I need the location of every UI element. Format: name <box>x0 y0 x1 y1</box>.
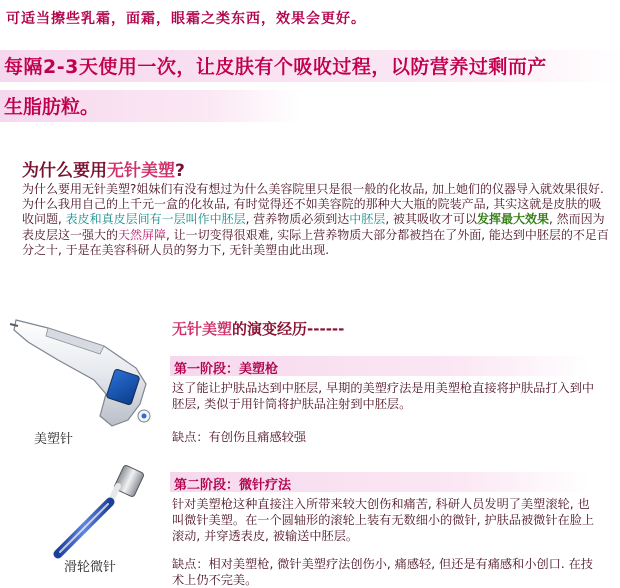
why-text-bold: 发挥最大效果 <box>476 212 549 227</box>
mesotherapy-gun-image <box>8 308 168 436</box>
gun-caption: 美塑针 <box>34 432 74 447</box>
why-text-mesoderm: 中胚层 <box>349 212 386 227</box>
why-text-5: , 让一切变得很艰难, 实际上营养物质大部分都被挡在了外面, 能达到中胚层的不足百分之十, 于是在美容科研人员的努力下, 无针美塑由此出现. <box>22 227 609 257</box>
evolution-title-b: 的演变经历------ <box>232 320 345 338</box>
why-heading-a: 为什么要用 <box>22 161 107 181</box>
intro-line-1: 可适当擦些乳霜，面霜，眼霜之类东西，效果会更好。 <box>6 11 366 27</box>
why-text-teal: 表皮和真皮层间有一层叫作中胚层 <box>65 212 246 227</box>
why-heading-b: 无针美塑 <box>107 161 175 181</box>
evolution-title-a: 无针美塑 <box>172 320 233 338</box>
why-heading <box>22 156 185 181</box>
stage-1-flaw: 缺点：有创伤且痛感较强 <box>172 430 307 444</box>
why-text-4: , 然而因为表皮层这一强大的 <box>22 212 605 242</box>
stage-2-title: 第二阶段：微针疗法 <box>174 478 292 493</box>
why-paragraph <box>22 182 612 258</box>
stage-1-band <box>170 356 590 376</box>
stage-1-title: 第一阶段：美塑枪 <box>174 362 279 377</box>
intro-line-2: 每隔2-3天使用一次，让皮肤有个吸收过程，以防营养过剩而产 <box>4 56 547 78</box>
intro-line-2-band <box>0 50 620 82</box>
evolution-title <box>172 318 344 339</box>
why-text-barrier: 天然屏障 <box>118 227 167 242</box>
microneedle-roller-image <box>40 462 160 562</box>
why-text-2: , 营养物质必须到达 <box>245 212 350 227</box>
roller-caption: 滑轮微针 <box>64 560 117 575</box>
intro-line-3: 生脂肪粒。 <box>4 96 100 118</box>
why-text-3: , 被其吸收才可以 <box>385 212 477 227</box>
intro-line-3-band <box>0 90 300 122</box>
stage-2-body: 针对美塑枪这种直接注入所带来较大创伤和痛苦, 科研人员发明了美塑滚轮, 也叫微针美塑。在一个圆轴形的滚轮上装有无数细小的微针, 护肤品被微针在脸上滚动, 并穿透表皮, 被输送中胚层。 <box>172 497 595 543</box>
why-heading-c: ? <box>175 161 185 181</box>
stage-1-body: 这了能让护肤品达到中胚层, 早期的美塑疗法是用美塑枪直接将护肤品打入到中胚层, 类似于用针筒将护肤品注射到中胚层。 <box>172 381 595 411</box>
stage-2-band <box>170 472 590 492</box>
stage-2-flaw: 缺点：相对美塑枪, 微针美塑疗法创伤小, 痛感轻, 但还是有痛感和小创口. 在技术上仍不完美。 <box>172 557 593 587</box>
why-text-1: 为什么要用无针美塑?姐妹们有没有想过为什么美容院里只是很一般的化妆品, 加上她们的仪器导入就效果很好. 为什么我用自己的上千元一盒的化妆品, 有时觉得还不如美容院的那种大大瓶的院装产品, 其实这就是皮肤的吸收问题, <box>22 182 604 227</box>
